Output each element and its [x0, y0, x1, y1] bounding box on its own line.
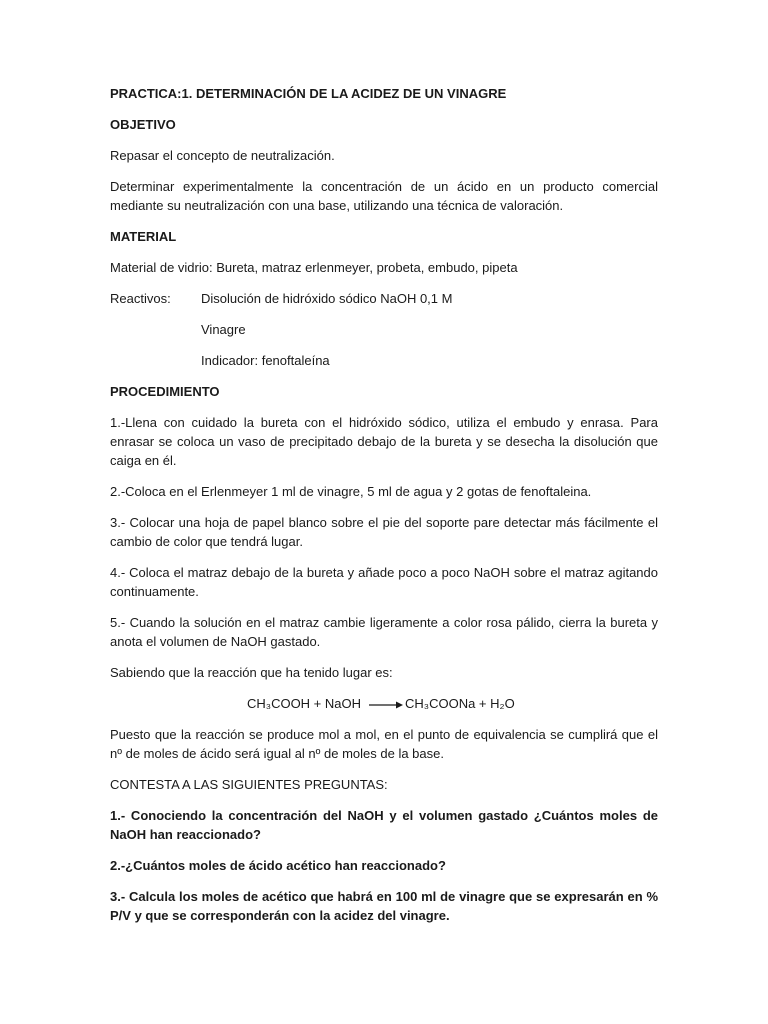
document-page	[110, 84, 658, 937]
procedure-step: 3.- Colocar una hoja de papel blanco sobre el pie del soporte pare detectar más fácilmente el cambio de color que tendrá lugar.	[110, 515, 658, 549]
procedure-step: 5.- Cuando la solución en el matraz cambie ligeramente a color rosa pálido, cierra la bureta y anota el volumen de NaOH gastado.	[110, 615, 658, 649]
material-heading: MATERIAL	[110, 229, 177, 244]
reactivo-vinagre: Vinagre	[201, 322, 246, 337]
procedure-step: 1.-Llena con cuidado la bureta con el hidróxido sódico, utiliza el embudo y enrasa. Para enrasar se coloca un vaso de precipitado debajo de la bureta y se desecha la disolución que caiga en él.	[110, 415, 658, 468]
question-item: 1.- Conociendo la concentración del NaOH y el volumen gastado ¿Cuántos moles de NaOH han reaccionado?	[110, 808, 658, 842]
right-arrow-icon	[369, 700, 403, 710]
objetivo-paragraph-1: Repasar el concepto de neutralización.	[110, 148, 335, 163]
objetivo-heading: OBJETIVO	[110, 117, 176, 132]
reactivos-row	[110, 289, 658, 308]
equation-reactants: CH₃COOH + NaOH	[247, 696, 362, 711]
document-title: PRACTICA:1. DETERMINACIÓN DE LA ACIDEZ DE UN VINAGRE	[110, 86, 507, 101]
equation-products: CH₃COONa + H₂O	[405, 696, 515, 711]
question-item: 3.- Calcula los moles de acético que habrá en 100 ml de vinagre que se expresarán en % P/V y que se corresponderán con la acidez del vinagre.	[110, 889, 658, 923]
objetivo-paragraph-2: Determinar experimentalmente la concentración de un ácido en un producto comercial mediante su neutralización con una base, utilizando una técnica de valoración.	[110, 179, 658, 213]
reactivo-indicador: Indicador: fenoftaleína	[201, 353, 330, 368]
chemical-equation	[247, 694, 658, 713]
material-vidrio: Material de vidrio: Bureta, matraz erlenmeyer, probeta, embudo, pipeta	[110, 260, 518, 275]
reactivos-label: Reactivos:	[110, 291, 171, 306]
procedure-step: 4.- Coloca el matraz debajo de la bureta y añade poco a poco NaOH sobre el matraz agitando continuamente.	[110, 565, 658, 599]
preguntas-heading: CONTESTA A LAS SIGUIENTES PREGUNTAS:	[110, 777, 388, 792]
reaction-intro: Sabiendo que la reacción que ha tenido lugar es:	[110, 665, 393, 680]
procedure-step: 2.-Coloca en el Erlenmeyer 1 ml de vinagre, 5 ml de agua y 2 gotas de fenoftaleina.	[110, 484, 592, 499]
procedimiento-heading: PROCEDIMIENTO	[110, 384, 220, 399]
equivalencia-paragraph: Puesto que la reacción se produce mol a mol, en el punto de equivalencia se cumplirá que el nº de moles de ácido será igual al nº de moles de la base.	[110, 727, 658, 761]
question-item: 2.-¿Cuántos moles de ácido acético han reaccionado?	[110, 858, 446, 873]
reactivo-naoh: Disolución de hidróxido sódico NaOH 0,1 M	[201, 291, 453, 306]
